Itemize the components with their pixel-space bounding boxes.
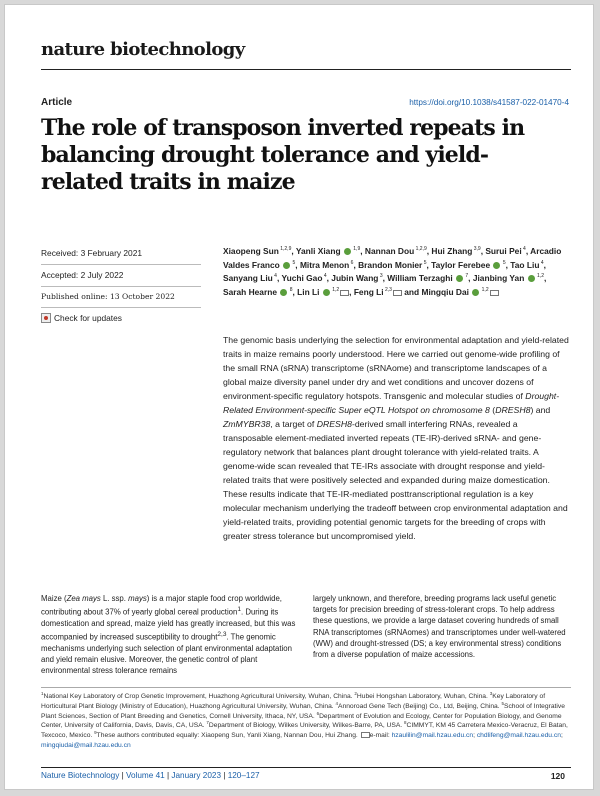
orcid-icon bbox=[493, 262, 500, 269]
superscript: 3 bbox=[489, 690, 493, 696]
footer-rule bbox=[41, 767, 571, 768]
superscript: 2 bbox=[354, 690, 357, 696]
page-number: 120 bbox=[550, 771, 565, 781]
superscript: 4 bbox=[335, 700, 339, 706]
superscript: 1 bbox=[237, 606, 241, 614]
italic-run: DRESH8 bbox=[495, 405, 531, 415]
affiliation-superscript: 1,2,9 bbox=[278, 246, 292, 253]
author-name[interactable]: Mitra Menon bbox=[299, 259, 350, 270]
intro-right-column bbox=[313, 593, 571, 677]
affiliation-superscript: 2,3 bbox=[383, 286, 392, 293]
mail-icon bbox=[393, 290, 402, 296]
orcid-icon bbox=[456, 275, 463, 282]
email-link[interactable]: hzaulilin@mail.hzau.edu.cn bbox=[391, 732, 474, 740]
footer-citation: Nature Biotechnology | Volume 41 | January 2023 | 120–127 bbox=[41, 771, 260, 780]
affiliation-superscript: 5 bbox=[422, 259, 427, 266]
article-type: Article bbox=[41, 97, 73, 108]
affiliation-superscript: 4 bbox=[539, 259, 544, 266]
superscript: 5 bbox=[501, 700, 504, 706]
intro-left-column bbox=[41, 593, 299, 677]
superscript: 8 bbox=[404, 720, 407, 726]
author-name[interactable]: Surui Pei bbox=[485, 246, 522, 256]
author-name[interactable]: Brandon Monier bbox=[358, 259, 423, 270]
abstract: The genomic basis underlying the selection for environmental adaptation and yield-related traits in maize remains poorly understood. Here we carried out genome-wide profiling of the small RNA (sRNA) transcriptome (sRNAome) and transcriptome landscapes of a global maize diversity panel under dry and wet conditions and uncover dozens of environment-specific regulatory hotspots. Transgenic and molecular studies of Drought-Related Environment-specific Super eQTL Hotspot on chromosome 8 (DRESH8) and ZmMYBR38, a target of DRESH8-derived small interfering RNAs, revealed a transposable element-mediated inverted repeats (TE-IR)-derived sRNA- and gene-regulatory network that balances plant drought tolerance with yield-related traits. A genome-wide scan revealed that TE-IRs associate with drought response and yield-related traits that were positively selected and expanded during maize domestication. These results indicate that TE-IR-mediated posttranscriptional regulation is a key molecular mechanism underlying the tradeoff between crop environmental adaptation and yield-related traits, providing potential genomic targets for the breeding of crops with greater stress tolerance but uncompromised yield. bbox=[223, 335, 569, 541]
superscript: 6 bbox=[316, 710, 320, 716]
article-page bbox=[4, 4, 594, 790]
affiliation-superscript: 4 bbox=[322, 273, 327, 280]
doi-link[interactable]: https://doi.org/10.1038/s41587-022-01470-4 bbox=[409, 98, 569, 107]
header-rule bbox=[41, 69, 571, 70]
author-name[interactable]: Yanli Xiang bbox=[295, 246, 341, 256]
author-name[interactable]: Jubin Wang bbox=[331, 273, 379, 284]
check-for-updates-button[interactable] bbox=[41, 308, 201, 328]
author-name[interactable]: Arcadio Valdes Franco bbox=[223, 246, 562, 270]
affiliation-superscript: 1,2 bbox=[480, 286, 489, 293]
affiliation-superscript: 1,2 bbox=[535, 273, 544, 280]
check-for-updates-label: Check for updates bbox=[54, 313, 122, 323]
intro-right-text: largely unknown, and therefore, breeding programs lack useful genetic targets for precision breeding of stress-tolerant crops. To help address these questions, we provide a large dataset covering hundreds of small RNA transcriptomes (sRNAomes) and transcriptomes under well-watered (WW) and drought-stressed (DS; a key environmental stress) conditions from a diverse population of maize accessions. bbox=[313, 594, 566, 660]
mail-icon bbox=[361, 732, 370, 738]
italic-run: Drought-Related Environment-specific Super eQTL Hotspot on chromosome 8 bbox=[223, 391, 560, 415]
footer-issue: January 2023 bbox=[171, 771, 221, 780]
mail-icon bbox=[490, 290, 499, 296]
superscript: 1 bbox=[41, 690, 44, 696]
author-name[interactable]: Xiaopeng Sun bbox=[223, 246, 279, 256]
orcid-icon bbox=[528, 275, 535, 282]
author-name[interactable]: Tao Liu bbox=[510, 259, 540, 270]
superscript: 2,3 bbox=[217, 631, 227, 639]
author-name[interactable]: Sanyang Liu bbox=[223, 273, 273, 284]
affiliation-superscript: 6 bbox=[349, 259, 354, 266]
affiliation-superscript: 1,9 bbox=[351, 246, 361, 253]
author-name[interactable]: Taylor Ferebee bbox=[431, 259, 491, 270]
orcid-icon bbox=[280, 289, 287, 296]
orcid-icon bbox=[472, 289, 479, 296]
author-name[interactable]: Hui Zhang bbox=[431, 246, 473, 256]
footer-pages: 120–127 bbox=[227, 771, 260, 780]
affiliation-superscript: 8 bbox=[288, 286, 293, 293]
footer-journal[interactable]: Nature Biotechnology bbox=[41, 771, 120, 780]
author-name[interactable]: Jianbing Yan bbox=[472, 273, 525, 284]
orcid-icon bbox=[344, 248, 351, 255]
author-name[interactable]: Nannan Dou bbox=[364, 246, 415, 256]
affiliation-superscript: 4 bbox=[272, 273, 277, 280]
italic-run: mays bbox=[128, 594, 147, 603]
author-name[interactable]: Yuchi Gao bbox=[281, 273, 323, 284]
email-link[interactable]: chdlifeng@mail.hzau.edu.cn bbox=[476, 732, 561, 740]
accepted-date: Accepted: 2 July 2022 bbox=[41, 265, 201, 287]
author-name[interactable]: Feng Li bbox=[353, 286, 384, 297]
received-date: Received: 3 February 2021 bbox=[41, 243, 201, 265]
orcid-icon bbox=[283, 262, 290, 269]
author-name[interactable]: William Terzaghi bbox=[387, 273, 453, 284]
footnote-rule bbox=[41, 687, 571, 688]
intro-columns bbox=[41, 593, 571, 677]
journal-name: nature biotechnology bbox=[41, 39, 245, 60]
affiliation-superscript: 1,2 bbox=[330, 286, 340, 293]
author-name[interactable]: Mingqiu Dai bbox=[421, 286, 469, 297]
affiliation-superscript: 1,2,9 bbox=[414, 246, 427, 253]
affiliation-superscript: 5 bbox=[291, 259, 296, 266]
author-name[interactable]: Sarah Hearne bbox=[223, 286, 277, 297]
affiliation-superscript: 3 bbox=[378, 273, 383, 280]
article-title: The role of transposon inverted repeats in balancing drought tolerance and yield-related traits in maize bbox=[41, 115, 525, 195]
italic-run: Zea mays bbox=[66, 594, 101, 603]
author-list: Xiaopeng Sun $^{1,2,9}$, Yanli Xiang $^{1,9}$, Nannan Dou $^{1,2,9}$, Hui Zhang $^{3,9}$, Surui Pei $^4$, Arcadio Valdes Franco $^5$, Mitra Menon $^6$, Brandon Monier $^5$, Taylor Ferebee $^5$, Tao Liu $^4$, Sanyang Liu $^4$, Yuchi Gao $^4$, Jubin Wang $^3$, William Terzaghi $^7$, Jianbing Yan $^{1,2}$, Sarah Hearne $^8$, Lin Li $^{1,2}$ , Feng Li $^{2,3}$ and Mingqiu Dai $^{1,2}$ bbox=[223, 246, 562, 297]
email-link[interactable]: mingqiudai@mail.hzau.edu.cn bbox=[41, 741, 131, 749]
italic-run: DRESH8 bbox=[316, 419, 352, 429]
intro-left-text: Maize (Zea mays L. ssp. mays) is a major staple food crop worldwide, contributing about 37% of yearly global cereal production$^1$. During its domestication and spread, maize yield has greatly increased, but this was accompanied by increased susceptibility to drought$^{2,3}$. The genomic mechanisms underlying such selection of plant environmental adaptation and yield remain elusive. Moreover, the genetic control of plant environmental stress tolerance remains bbox=[41, 594, 296, 676]
affiliation-superscript: 5 bbox=[501, 259, 506, 266]
affiliations-footnotes: $^1$National Key Laboratory of Crop Genetic Improvement, Huazhong Agricultural University, Wuhan, China. $^2$Hubei Hongshan Laboratory, Wuhan, China. $^3$Key Laboratory of Horticultural Plant Biology (Ministry of Education), Huazhong Agricultural University, Wuhan, China. $^4$Annoroad Gene Tech (Beijing) Co., Ltd, Beijing, China. $^5$School of Integrative Plant Sciences, Section of Plant Breeding and Genetics, Cornell University, Ithaca, NY, USA. $^6$Department of Evolution and Ecology, Center for Population Biology, and Genome Center, University of California, Davis, Davis, CA, USA. $^7$Department of Biology, Wilkes University, Wilkes-Barre, PA, USA. $^8$CIMMYT, KM 45 Carretera Mexico-Veracruz, El Batan, Texcoco, Mexico. $^9$These authors contributed equally: Xiaopeng Sun, Yanli Xiang, Nannan Dou, Hui Zhang. e-mail: hzaulilin@mail.hzau.edu.cn; chdlifeng@mail.hzau.edu.cn; mingqiudai@mail.hzau.edu.cn bbox=[41, 690, 568, 749]
affiliation-superscript: 7 bbox=[463, 273, 469, 280]
superscript: 7 bbox=[206, 720, 209, 726]
affiliation-superscript: 4 bbox=[521, 246, 526, 253]
superscript: 9 bbox=[94, 729, 97, 735]
author-name[interactable]: Lin Li bbox=[297, 286, 320, 297]
article-dates bbox=[41, 243, 201, 328]
check-updates-icon bbox=[41, 313, 51, 323]
published-date: Published online: 13 October 2022 bbox=[41, 287, 201, 308]
mail-icon bbox=[340, 290, 349, 296]
affiliation-superscript: 3,9 bbox=[472, 246, 481, 253]
orcid-icon bbox=[323, 289, 330, 296]
italic-run: ZmMYBR38 bbox=[223, 419, 271, 429]
footer-volume: Volume 41 bbox=[125, 771, 165, 780]
